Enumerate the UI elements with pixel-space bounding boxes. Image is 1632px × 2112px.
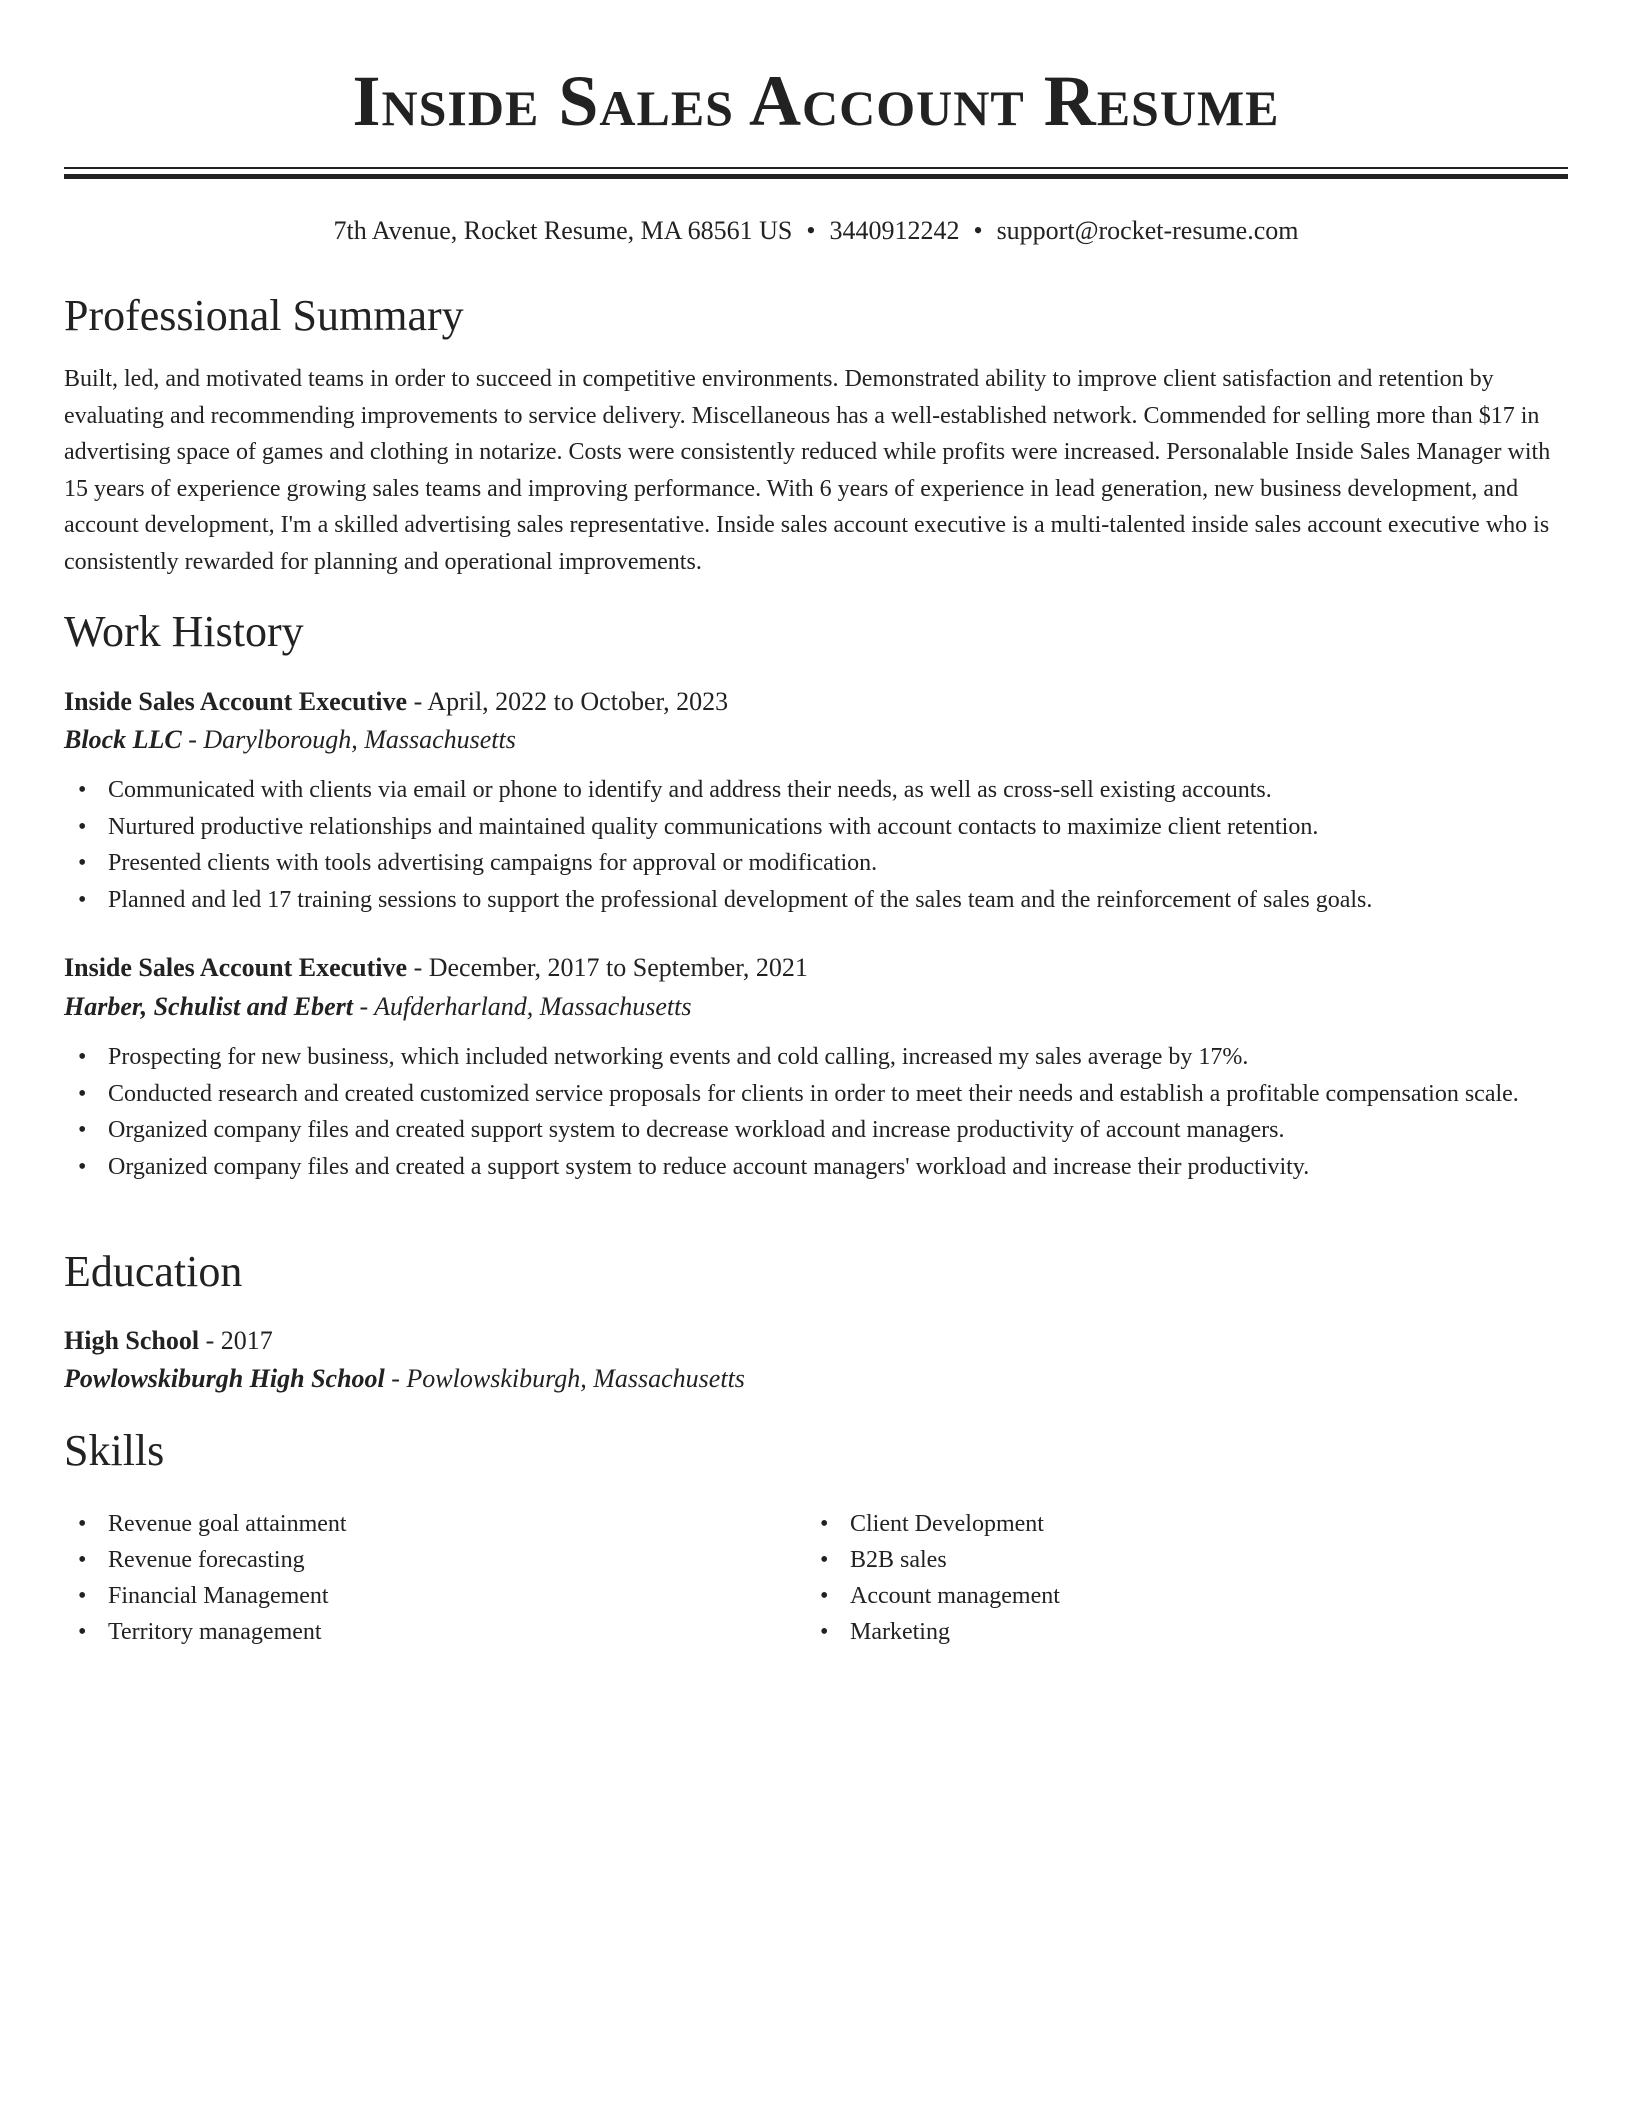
list-item: • Conducted research and created customized service proposals for clients in order to meet their needs and establish a profitable compensation scale. (64, 1076, 1568, 1113)
work-history-heading: Work History (64, 607, 304, 656)
skills-list-left (64, 1506, 764, 1650)
list-item: • Prospecting for new business, which included networking events and cold calling, increased my sales average by 17%. (64, 1039, 1568, 1076)
school-location: - Powlowskiburgh, Massachusetts (384, 1364, 745, 1393)
list-item: • Planned and led 17 training sessions to support the professional development of the sales team and the reinforcement of sales goals. (64, 882, 1568, 919)
company-location: - Darylborough, Massachusetts (181, 725, 516, 754)
list-item: • Communicated with clients via email or phone to identify and address their needs, as well as cross-sell existing accounts. (64, 772, 1568, 809)
company-location: - Aufderharland, Massachusetts (352, 992, 692, 1021)
education-degree-line (64, 1323, 273, 1359)
skill-item: • Financial Management (64, 1578, 764, 1614)
graduation-year: - 2017 (199, 1326, 273, 1355)
list-item: • Nurtured productive relationships and maintained quality communications with account contacts to maximize client retention. (64, 809, 1568, 846)
skill-item: • B2B sales (806, 1542, 1506, 1578)
skills-list-right (806, 1506, 1506, 1650)
contact-address: 7th Avenue, Rocket Resume, MA 68561 US (333, 216, 793, 245)
title-divider-thin (64, 167, 1568, 169)
job-2-company-line (64, 989, 691, 1025)
skill-item: • Account management (806, 1578, 1506, 1614)
education-school-line (64, 1361, 745, 1397)
company-name: Harber, Schulist and Ebert (64, 992, 353, 1021)
list-item: • Presented clients with tools advertising campaigns for approval or modification. (64, 845, 1568, 882)
skill-item: • Client Development (806, 1506, 1506, 1542)
contact-email[interactable]: support@rocket-resume.com (996, 216, 1299, 245)
school-name: Powlowskiburgh High School (64, 1364, 385, 1393)
skill-item: • Marketing (806, 1614, 1506, 1650)
skills-heading: Skills (64, 1426, 165, 1475)
skill-item: • Territory management (64, 1614, 764, 1650)
list-item: • Organized company files and created support system to decrease workload and increase productivity of account managers. (64, 1112, 1568, 1149)
job-title: Inside Sales Account Executive (64, 953, 408, 982)
education-heading: Education (64, 1247, 243, 1296)
contact-phone: 3440912242 (829, 216, 960, 245)
summary-text: Built, led, and motivated teams in order to succeed in competitive environments. Demonstrated ability to improve client satisfaction and retention by evaluating and recommending improvements to service delivery. Miscellaneous has a well-established network. Commended for selling more than $17 in advertising space of games and clothing in notarize. Costs were consistently reduced while profits were increased. Personalable Inside Sales Manager with 15 years of experience growing sales teams and improving performance. With 6 years of experience in lead generation, new business development, and account development, I'm a skilled advertising sales representative. Inside sales account executive is a multi-talented inside sales account executive who is consistently rewarded for planning and operational improvements. (64, 366, 1551, 575)
job-2-header (64, 950, 808, 986)
summary-heading: Professional Summary (64, 291, 464, 340)
job-title: Inside Sales Account Executive (64, 687, 408, 716)
contact-separator: • (806, 216, 816, 245)
job-dates: - December, 2017 to September, 2021 (407, 953, 808, 982)
company-name: Block LLC (64, 725, 182, 754)
skill-item: • Revenue forecasting (64, 1542, 764, 1578)
job-dates: - April, 2022 to October, 2023 (407, 687, 729, 716)
contact-separator: • (973, 216, 983, 245)
job-1-header (64, 684, 728, 720)
resume-title: Inside Sales Account Resume (352, 61, 1280, 141)
contact-line (64, 214, 1568, 248)
degree-name: High School (64, 1326, 200, 1355)
job-1-company-line (64, 722, 516, 758)
title-divider-thick (64, 174, 1568, 179)
skill-item: • Revenue goal attainment (64, 1506, 764, 1542)
job-2-duties (64, 1039, 1568, 1185)
list-item: • Organized company files and created a support system to reduce account managers' workload and increase their productivity. (64, 1149, 1568, 1186)
job-1-duties (64, 772, 1568, 918)
